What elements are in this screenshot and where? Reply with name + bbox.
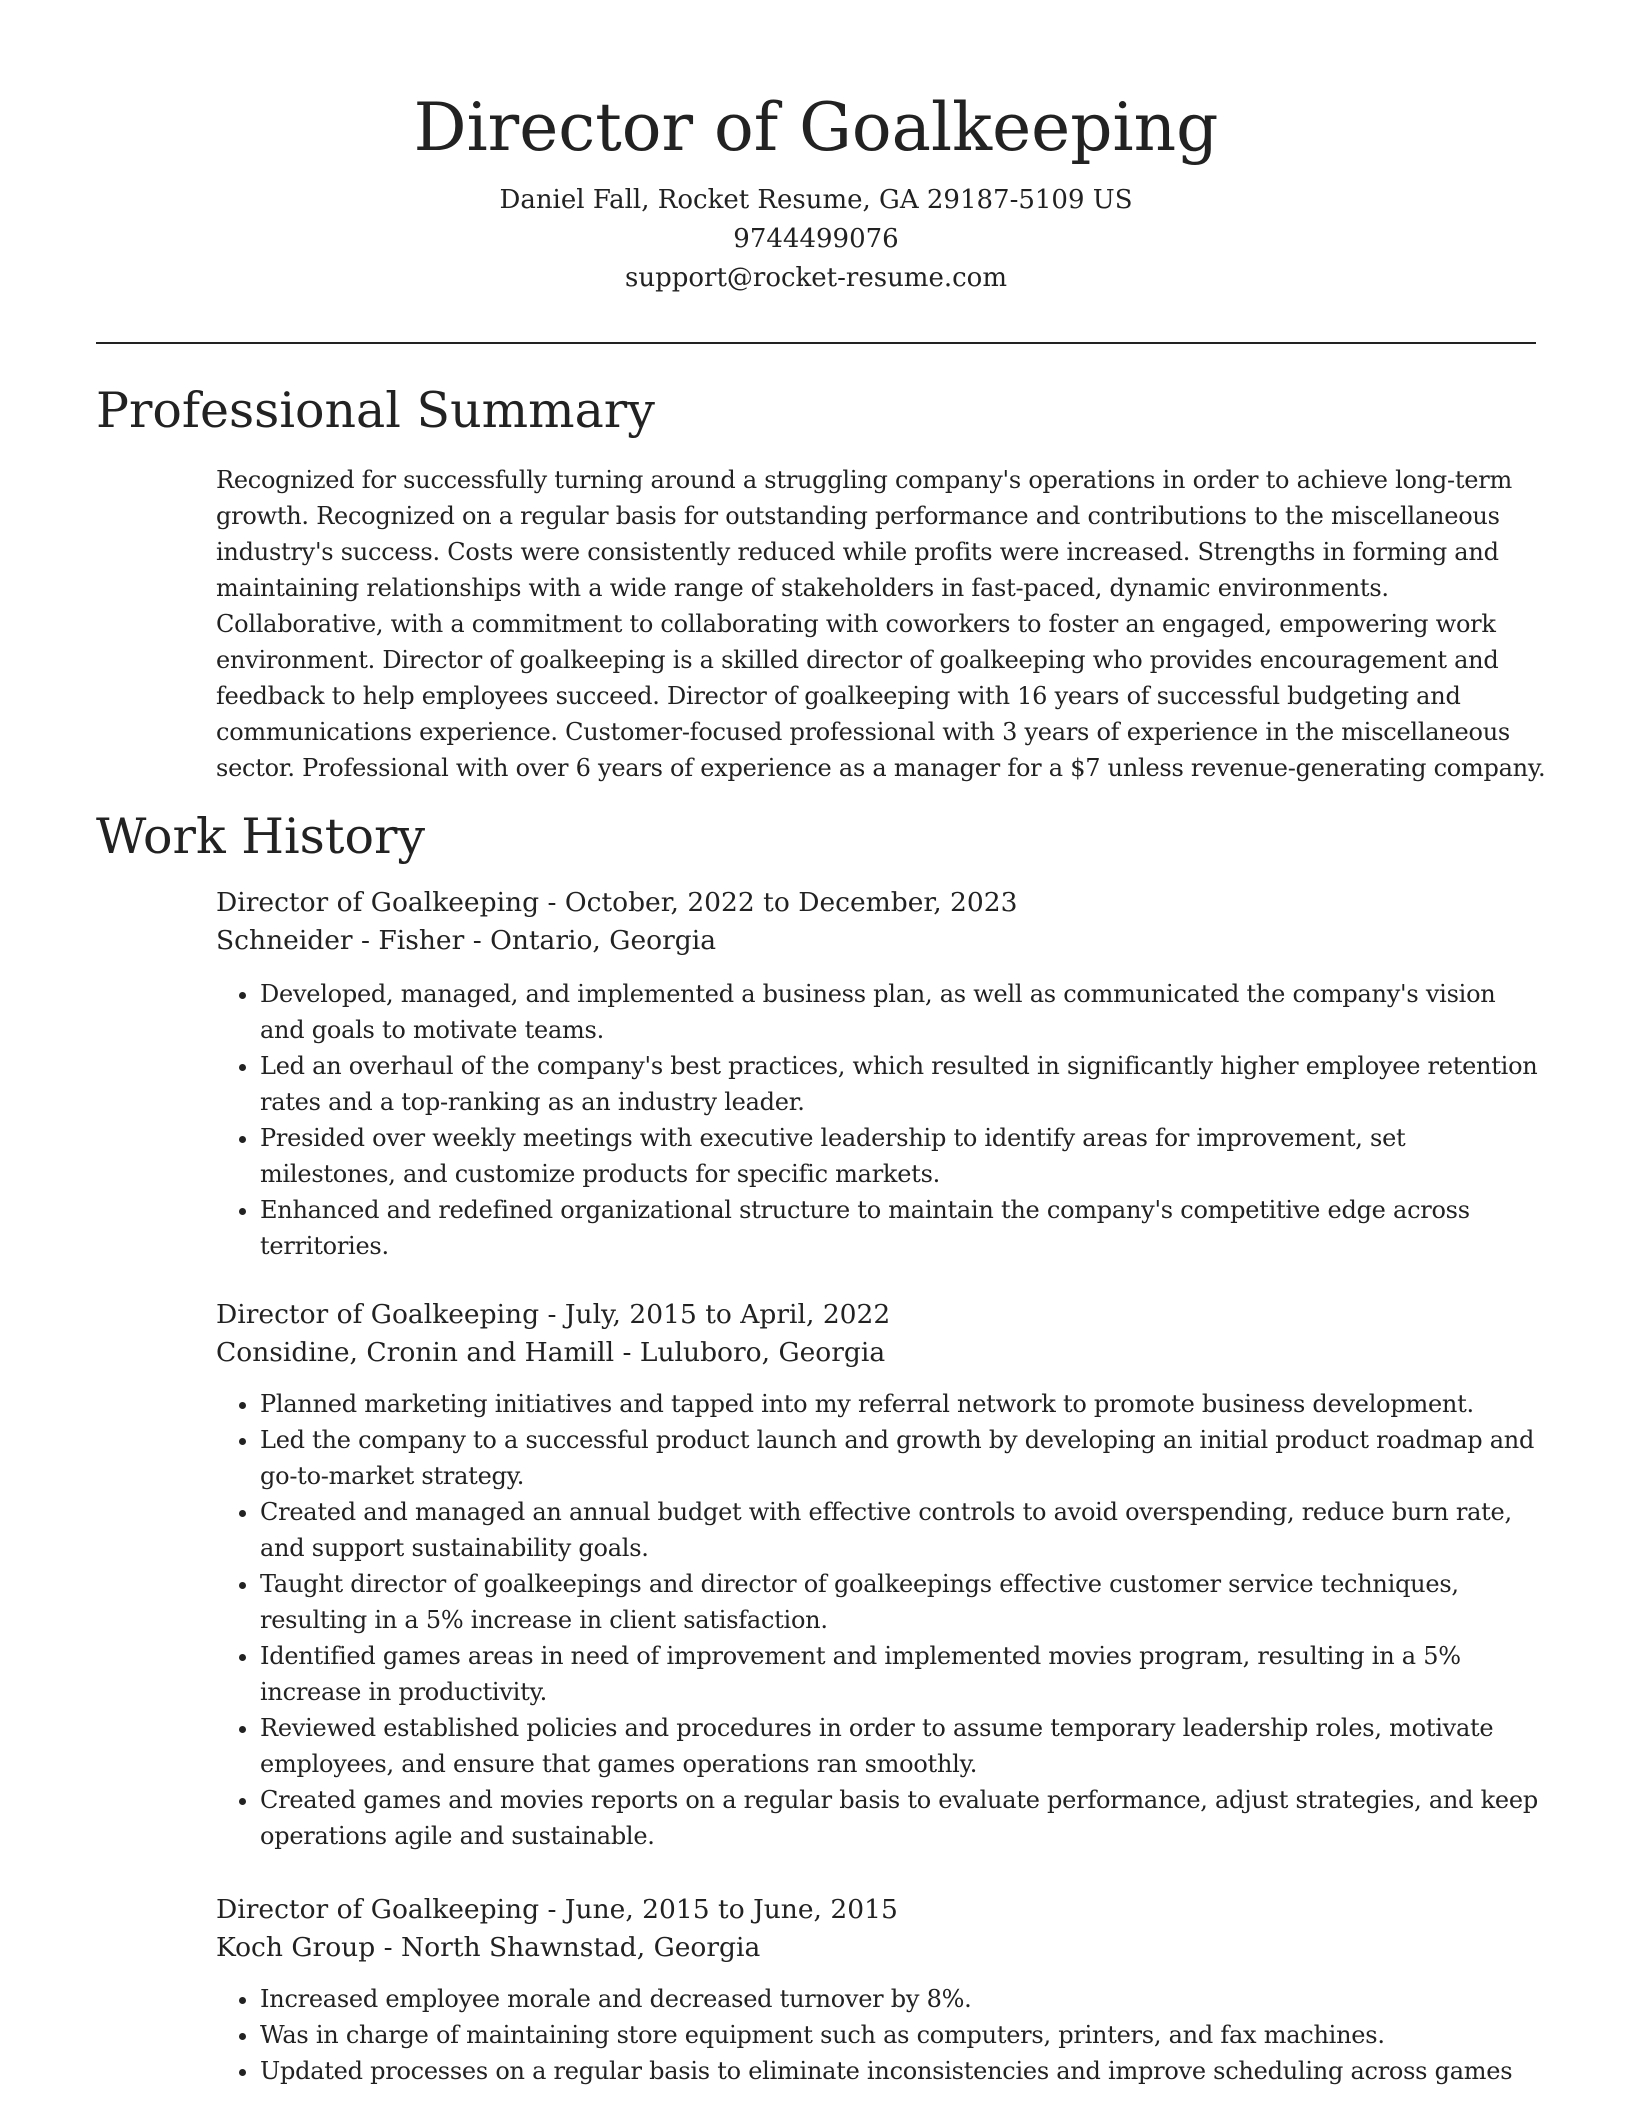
page-title: Director of Goalkeeping xyxy=(413,89,1219,166)
job-bullet: • Reviewed established policies and procedures in order to assume temporary leadership roles, motivate employees, and ensure that games operations ran smoothly. xyxy=(260,1710,1546,1782)
job-bullet: • Updated processes on a regular basis to eliminate inconsistencies and improve scheduling across games xyxy=(260,2053,1546,2089)
header-divider xyxy=(96,342,1536,344)
job-company: Schneider - Fisher xyxy=(216,925,465,956)
job-title: Director of Goalkeeping xyxy=(216,1894,540,1925)
job-company: Considine, Cronin and Hamill xyxy=(216,1337,615,1368)
job-entry xyxy=(216,1891,1546,2089)
job-title: Director of Goalkeeping xyxy=(216,887,540,918)
job-company-line xyxy=(216,1334,1546,1372)
job-dates: - July, 2015 to April, 2022 xyxy=(539,1299,891,1330)
job-bullet: • Presided over weekly meetings with executive leadership to identify areas for improvement, set milestones, and customize products for specific markets. xyxy=(260,1120,1546,1192)
resume-header xyxy=(0,0,1632,298)
job-title: Director of Goalkeeping xyxy=(216,1299,540,1330)
job-bullet: • Planned marketing initiatives and tapped into my referral network to promote business development. xyxy=(260,1386,1546,1422)
contact-block xyxy=(0,181,1632,298)
job-bullet: • Taught director of goalkeepings and director of goalkeepings effective customer service techniques, resulting in a 5% increase in client satisfaction. xyxy=(260,1566,1546,1638)
job-bullet: • Led the company to a successful product launch and growth by developing an initial product roadmap and go-to-market strategy. xyxy=(260,1422,1546,1494)
job-bullets xyxy=(216,1386,1546,1854)
job-dates: - June, 2015 to June, 2015 xyxy=(539,1894,898,1925)
summary-text: Recognized for successfully turning around a struggling company's operations in order to achieve long-term growth. Recognized on a regular basis for outstanding performance and contributions to the miscellaneous industry's success. Costs were consistently reduced while profits were increased. Strengths in forming and maintaining relationships with a wide range of stakeholders in fast-paced, dynamic environments. Collaborative, with a commitment to collaborating with coworkers to foster an engaged, empowering work environment. Director of goalkeeping is a skilled director of goalkeeping who provides encouragement and feedback to help employees succeed. Director of goalkeeping with 16 years of successful budgeting and communications experience. Customer-focused professional with 3 years of experience in the miscellaneous sector. Professional with over 6 years of experience as a manager for a $7 unless revenue-generating company. xyxy=(216,466,1546,782)
job-entry xyxy=(216,1296,1546,1854)
job-dates: - October, 2022 to December, 2023 xyxy=(539,887,1018,918)
job-bullet: • Developed, managed, and implemented a business plan, as well as communicated the company's vision and goals to motivate teams. xyxy=(260,976,1546,1048)
summary-heading: Professional Summary xyxy=(96,382,655,439)
job-entry xyxy=(216,884,1546,1264)
job-company: Koch Group xyxy=(216,1932,376,1963)
work-history-heading: Work History xyxy=(96,808,426,865)
job-bullet: • Was in charge of maintaining store equipment such as computers, printers, and fax machines. xyxy=(260,2017,1546,2053)
job-bullets xyxy=(216,1981,1546,2089)
contact-email: support@rocket-resume.com xyxy=(624,263,1007,293)
job-location: - Ontario, Georgia xyxy=(464,925,716,956)
job-title-line xyxy=(216,884,1546,922)
job-bullets xyxy=(216,976,1546,1264)
job-location: - Luluboro, Georgia xyxy=(614,1337,886,1368)
job-bullet: • Created games and movies reports on a regular basis to evaluate performance, adjust strategies, and keep operations agile and sustainable. xyxy=(260,1782,1546,1854)
job-bullet: • Increased employee morale and decreased turnover by 8%. xyxy=(260,1981,1546,2017)
contact-address: Daniel Fall, Rocket Resume, GA 29187-5109 US xyxy=(499,185,1133,215)
contact-phone: 9744499076 xyxy=(733,224,899,254)
job-title-line xyxy=(216,1296,1546,1334)
job-company-line xyxy=(216,922,1546,960)
job-bullet: • Led an overhaul of the company's best practices, which resulted in significantly higher employee retention rates and a top-ranking as an industry leader. xyxy=(260,1048,1546,1120)
job-bullet: • Identified games areas in need of improvement and implemented movies program, resulting in a 5% increase in productivity. xyxy=(260,1638,1546,1710)
job-bullet: • Enhanced and redefined organizational structure to maintain the company's competitive edge across territories. xyxy=(260,1192,1546,1264)
job-bullet: • Created and managed an annual budget with effective controls to avoid overspending, reduce burn rate, and support sustainability goals. xyxy=(260,1494,1546,1566)
job-title-line xyxy=(216,1891,1546,1929)
job-company-line xyxy=(216,1929,1546,1967)
job-location: - North Shawnstad, Georgia xyxy=(375,1932,761,1963)
